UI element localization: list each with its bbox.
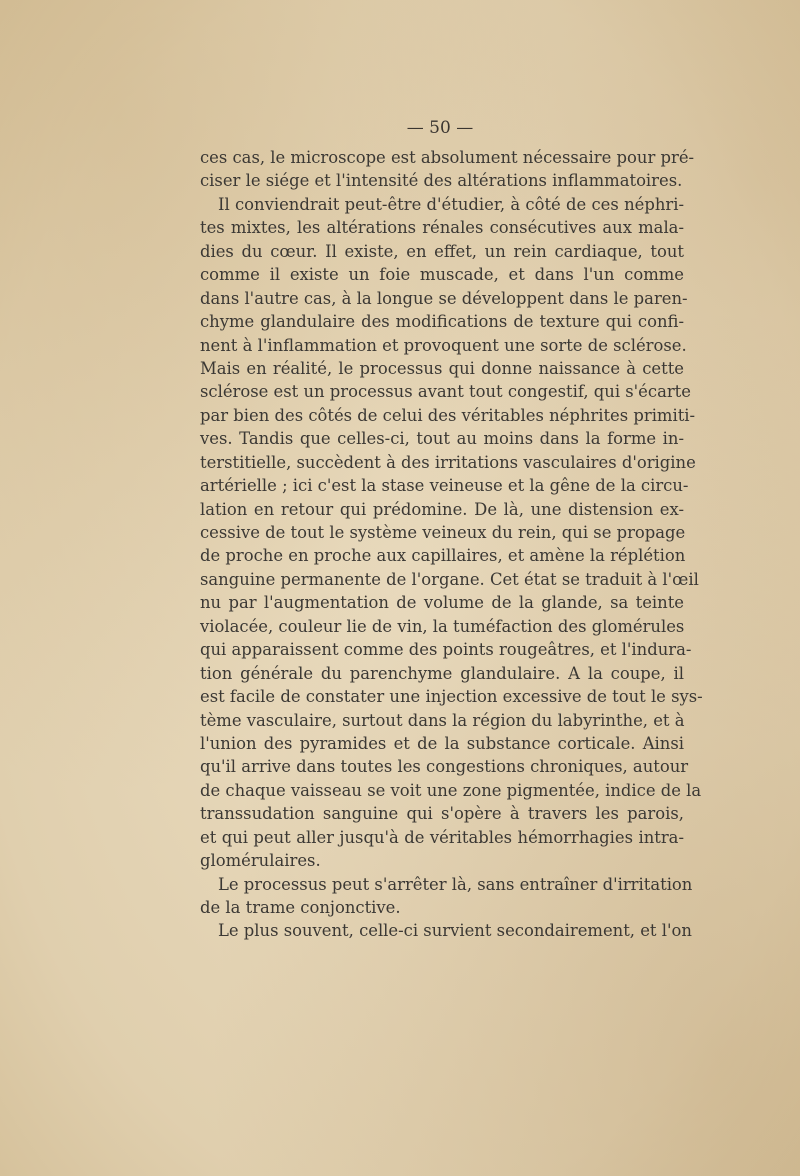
text-line: terstitielle, succèdent à des irritations vasculaires d'origine bbox=[200, 452, 696, 472]
text-line: ciser le siége et l'intensité des altérations inflammatoires. bbox=[200, 171, 683, 191]
text-line: tes mixtes, les altérations rénales consécutives aux mala- bbox=[200, 218, 684, 238]
text-line: sanguine permanente de l'organe. Cet état se traduit à l'œil bbox=[200, 569, 699, 589]
text-line: de la trame conjonctive. bbox=[200, 898, 401, 917]
text-line: nent à l'inflammation et provoquent une sorte de sclérose. bbox=[200, 335, 687, 355]
page-number: — 50 — bbox=[406, 118, 474, 138]
text-line: sclérose est un processus avant tout congestif, qui s'écarte bbox=[200, 382, 691, 402]
text-line: de proche en proche aux capillaires, et amène la réplétion bbox=[200, 546, 686, 566]
text-line: violacée, couleur lie de vin, la tuméfaction des glomérules bbox=[200, 616, 685, 636]
text-line: est facile de constater une injection excessive de tout le sys- bbox=[200, 687, 703, 707]
body-text bbox=[200, 146, 703, 943]
text-line: transsudation sanguine qui s'opère à travers les parois, bbox=[200, 804, 684, 824]
text-line: de chaque vaisseau se voit une zone pigmentée, indice de la bbox=[200, 780, 702, 800]
text-line: Il conviendrait peut-être d'étudier, à côté de ces néphri- bbox=[218, 194, 684, 214]
text-line: dies du cœur. Il existe, en effet, un rein cardiaque, tout bbox=[200, 241, 684, 261]
text-line: glomérulaires. bbox=[200, 851, 321, 871]
text-line: Le processus peut s'arrêter là, sans entraîner d'irritation bbox=[218, 874, 693, 894]
text-line: qu'il arrive dans toutes les congestions chroniques, autour bbox=[200, 757, 689, 777]
text-line: comme il existe un foie muscade, et dans l'un comme bbox=[200, 265, 684, 285]
text-line: Le plus souvent, celle-ci survient secondairement, et l'on bbox=[218, 921, 692, 941]
text-line: cessive de tout le système veineux du rein, qui se propage bbox=[200, 523, 686, 542]
text-line: chyme glandulaire des modifications de texture qui confi- bbox=[200, 312, 684, 332]
text-line: dans l'autre cas, à la longue se développent dans le paren- bbox=[200, 288, 688, 308]
text-line: et qui peut aller jusqu'à de véritables hémorrhagies intra- bbox=[200, 827, 684, 847]
text-line: lation en retour qui prédomine. De là, une distension ex- bbox=[200, 499, 684, 519]
text-line: artérielle ; ici c'est la stase veineuse et la gêne de la circu- bbox=[200, 476, 689, 496]
text-line: ves. Tandis que celles-ci, tout au moins dans la forme in- bbox=[200, 429, 684, 449]
text-line: Mais en réalité, le processus qui donne naissance à cette bbox=[200, 358, 684, 378]
text-line: tème vasculaire, surtout dans la région du labyrinthe, et à bbox=[200, 710, 685, 730]
text-line: nu par l'augmentation de volume de la glande, sa teinte bbox=[200, 593, 684, 613]
text-line: l'union des pyramides et de la substance corticale. Ainsi bbox=[200, 733, 684, 753]
text-line: qui apparaissent comme des points rougeâtres, et l'indura- bbox=[200, 640, 692, 660]
text-line: tion générale du parenchyme glandulaire. A la coupe, il bbox=[200, 663, 684, 683]
text-line: ces cas, le microscope est absolument nécessaire pour pré- bbox=[200, 148, 695, 167]
text-line: par bien des côtés de celui des véritables néphrites primiti- bbox=[200, 405, 696, 425]
